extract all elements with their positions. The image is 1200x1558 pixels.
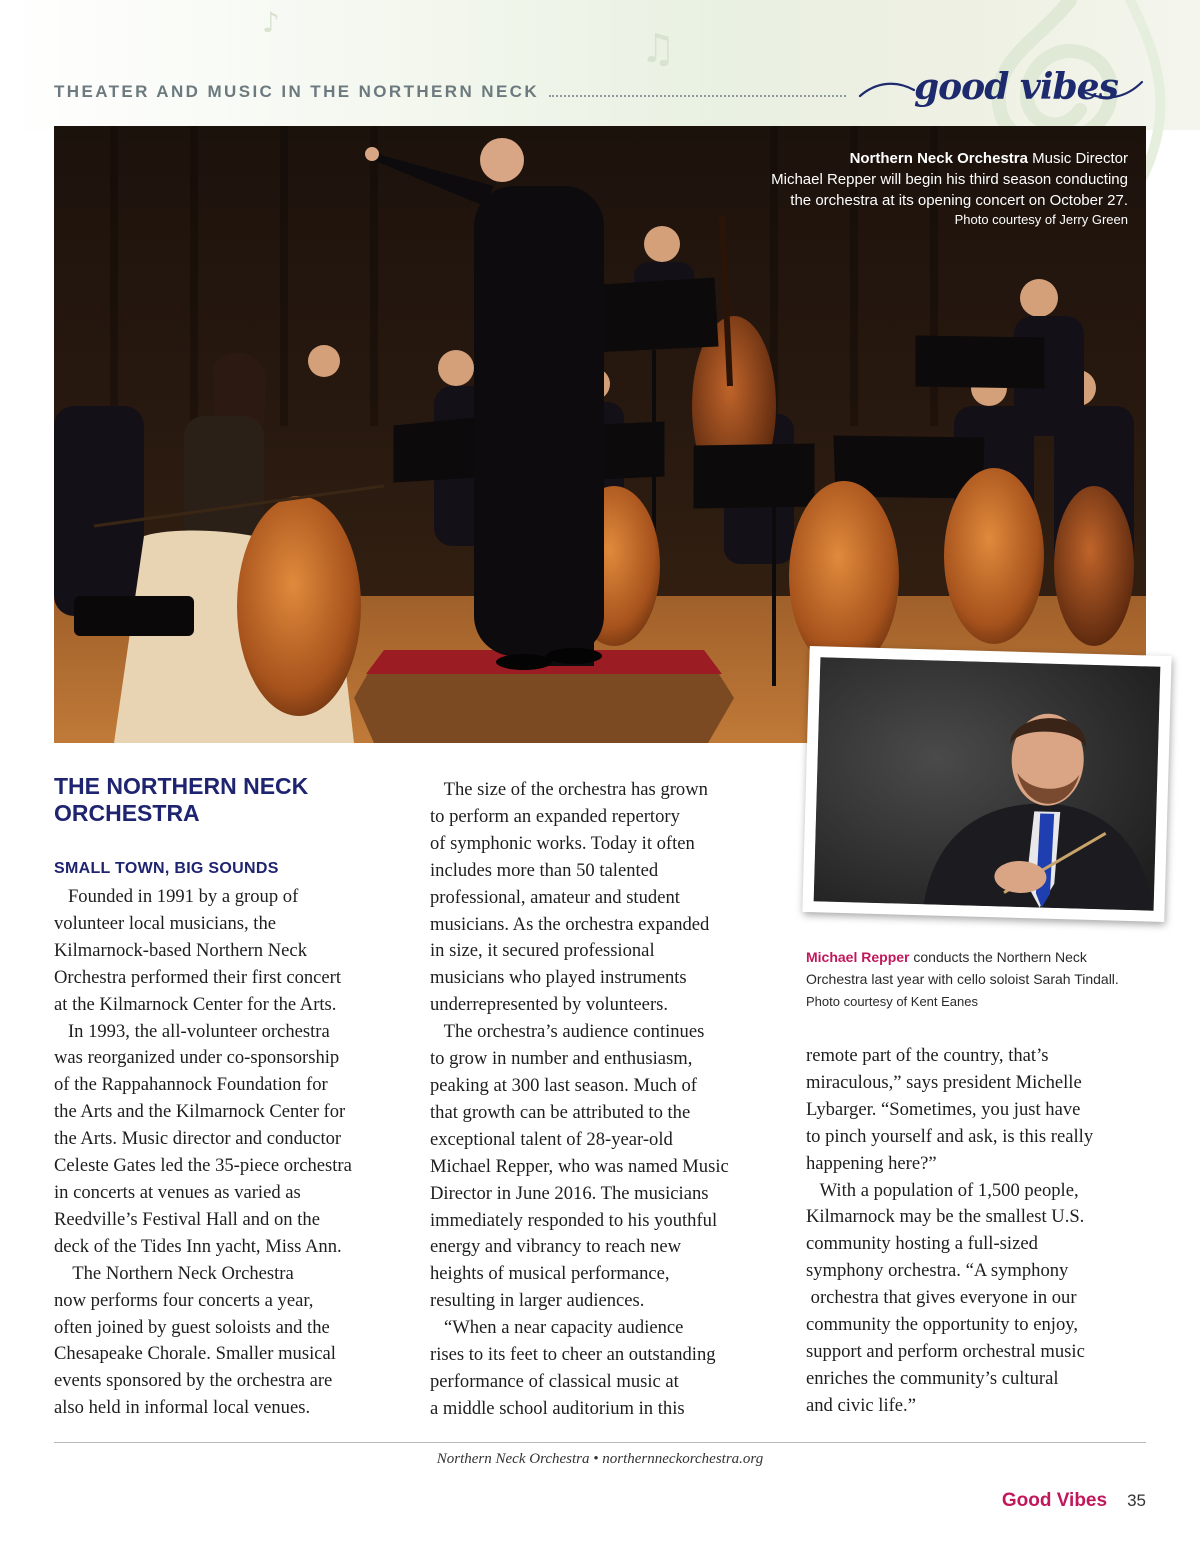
portrait-photo-frame <box>802 646 1171 922</box>
body-text-line: to pinch yourself and ask, is this really <box>806 1125 1094 1147</box>
portrait-photo-credit: Photo courtesy of Kent Eanes <box>806 994 978 1009</box>
body-text-line: immediately responded to his youthful <box>430 1209 718 1231</box>
body-text-line: support and perform orchestral music <box>806 1340 1085 1362</box>
body-text-line: that growth can be attributed to the <box>430 1101 691 1123</box>
body-text-line: the Arts and the Kilmarnock Center for <box>54 1101 346 1123</box>
body-text-line: of the Rappahannock Foundation for <box>54 1074 328 1096</box>
body-text-line: resulting in larger audiences. <box>430 1290 645 1312</box>
section-label: THEATER AND MUSIC IN THE NORTHERN NECK <box>54 82 540 101</box>
body-text-line: energy and vibrancy to reach new <box>430 1236 682 1258</box>
body-text-line: events sponsored by the orchestra are <box>54 1370 333 1392</box>
caption-bold-name: Northern Neck Orchestra <box>849 150 1028 167</box>
page-header <box>54 66 1146 110</box>
body-text-line: of symphonic works. Today it often <box>430 832 695 854</box>
body-text-line: Celeste Gates led the 35-piece orchestra <box>54 1155 352 1177</box>
body-text-line: community the opportunity to enjoy, <box>806 1314 1078 1336</box>
body-text-line: With a population of 1,500 people, <box>806 1179 1079 1201</box>
caption-text-line: Orchestra last year with cello soloist Sarah Tindall. <box>806 971 1119 987</box>
body-text-line: musicians. As the orchestra expanded <box>430 913 710 935</box>
body-text-line: to perform an expanded repertory <box>430 805 680 827</box>
page-footer-tag <box>1002 1490 1146 1512</box>
footer-brand: Good Vibes <box>1001 1490 1108 1511</box>
conductor-portrait-image <box>814 657 1161 910</box>
body-text-line: The Northern Neck Orchestra <box>54 1262 294 1284</box>
body-text-line: enriches the community’s cultural <box>806 1367 1059 1389</box>
photo-caption <box>708 148 1128 229</box>
body-text-line: In 1993, the all-volunteer orchestra <box>54 1020 330 1042</box>
photo-credit: Photo courtesy of Jerry Green <box>954 212 1128 227</box>
caption-text-line: Michael Repper will begin his third season conducting <box>771 171 1128 188</box>
body-text-line: heights of musical performance, <box>430 1263 670 1285</box>
dotted-leader <box>549 87 846 97</box>
page-number: 35 <box>1127 1491 1146 1510</box>
body-text-line: happening here?” <box>806 1152 937 1174</box>
body-text-line: in concerts at venues as varied as <box>54 1181 301 1203</box>
body-text-line: often joined by guest soloists and the <box>54 1316 330 1338</box>
article-headline <box>54 773 384 827</box>
logo-text: good vibes <box>914 66 1118 108</box>
body-text-line: Michael Repper, who was named Music <box>430 1155 729 1177</box>
body-text-line: the Arts. Music director and conductor <box>54 1128 342 1150</box>
body-text-line: community hosting a full-sized <box>806 1233 1038 1255</box>
body-text-line: Kilmarnock-based Northern Neck <box>54 939 307 961</box>
body-text-line: Chesapeake Chorale. Smaller musical <box>54 1343 336 1365</box>
article-column-1 <box>54 884 399 1422</box>
headline-line: THE NORTHERN NECK <box>54 773 309 799</box>
good-vibes-logo <box>856 66 1146 112</box>
body-text-line: underrepresented by volunteers. <box>430 994 669 1016</box>
caption-highlight-name: Michael Repper <box>806 949 910 965</box>
caption-text-line: conducts the Northern Neck <box>913 949 1087 965</box>
portrait-caption <box>806 946 1156 1013</box>
body-text-line: in size, it secured professional <box>430 940 655 962</box>
body-text-line: Director in June 2016. The musicians <box>430 1182 709 1204</box>
footer-divider <box>54 1442 1146 1443</box>
body-text-line: volunteer local musicians, the <box>54 912 277 934</box>
body-text-line: Founded in 1991 by a group of <box>54 886 299 907</box>
headline-line: ORCHESTRA <box>54 800 200 826</box>
body-text-line: at the Kilmarnock Center for the Arts. <box>54 993 337 1015</box>
music-note-icon: ♪ <box>262 6 280 39</box>
body-text-line: also held in informal local venues. <box>54 1397 311 1419</box>
article-subhead: SMALL TOWN, BIG SOUNDS <box>54 860 279 877</box>
music-note-icon: ♫ <box>640 26 676 72</box>
article-column-3 <box>806 1043 1151 1420</box>
body-text-line: miraculous,” says president Michelle <box>806 1071 1082 1093</box>
body-text-line: “When a near capacity audience <box>430 1317 684 1339</box>
body-text-line: symphony orchestra. “A symphony <box>806 1260 1069 1282</box>
body-text-line: professional, amateur and student <box>430 886 680 908</box>
body-text-line: The size of the orchestra has grown <box>430 779 708 800</box>
body-text-line: Orchestra performed their first concert <box>54 966 342 988</box>
body-text-line: musicians who played instruments <box>430 967 687 989</box>
body-text-line: Kilmarnock may be the smallest U.S. <box>806 1206 1085 1228</box>
body-text-line: Lybarger. “Sometimes, you just have <box>806 1098 1081 1120</box>
caption-text-line: the orchestra at its opening concert on October 27. <box>790 192 1128 209</box>
caption-text-line: Music Director <box>1032 150 1128 167</box>
body-text-line: orchestra that gives everyone in our <box>806 1287 1077 1309</box>
body-text-line: rises to its feet to cheer an outstanding <box>430 1344 716 1366</box>
body-text-line: remote part of the country, that’s <box>806 1045 1049 1066</box>
body-text-line: performance of classical music at <box>430 1370 679 1392</box>
footer-org-line: Northern Neck Orchestra • northernneckorchestra.org <box>436 1451 764 1467</box>
article-column-2 <box>430 777 775 1423</box>
body-text-line: peaking at 300 last season. Much of <box>430 1074 697 1096</box>
body-text-line: Reedville’s Festival Hall and on the <box>54 1208 320 1230</box>
body-text-line: includes more than 50 talented <box>430 859 659 881</box>
body-text-line: and civic life.” <box>806 1394 916 1416</box>
body-text-line: a middle school auditorium in this <box>430 1397 685 1419</box>
body-text-line: deck of the Tides Inn yacht, Miss Ann. <box>54 1235 342 1257</box>
body-text-line: exceptional talent of 28-year-old <box>430 1128 673 1150</box>
body-text-line: The orchestra’s audience continues <box>430 1021 705 1043</box>
body-text-line: was reorganized under co-sponsorship <box>54 1047 340 1069</box>
body-text-line: now performs four concerts a year, <box>54 1289 314 1311</box>
body-text-line: to grow in number and enthusiasm, <box>430 1048 693 1070</box>
